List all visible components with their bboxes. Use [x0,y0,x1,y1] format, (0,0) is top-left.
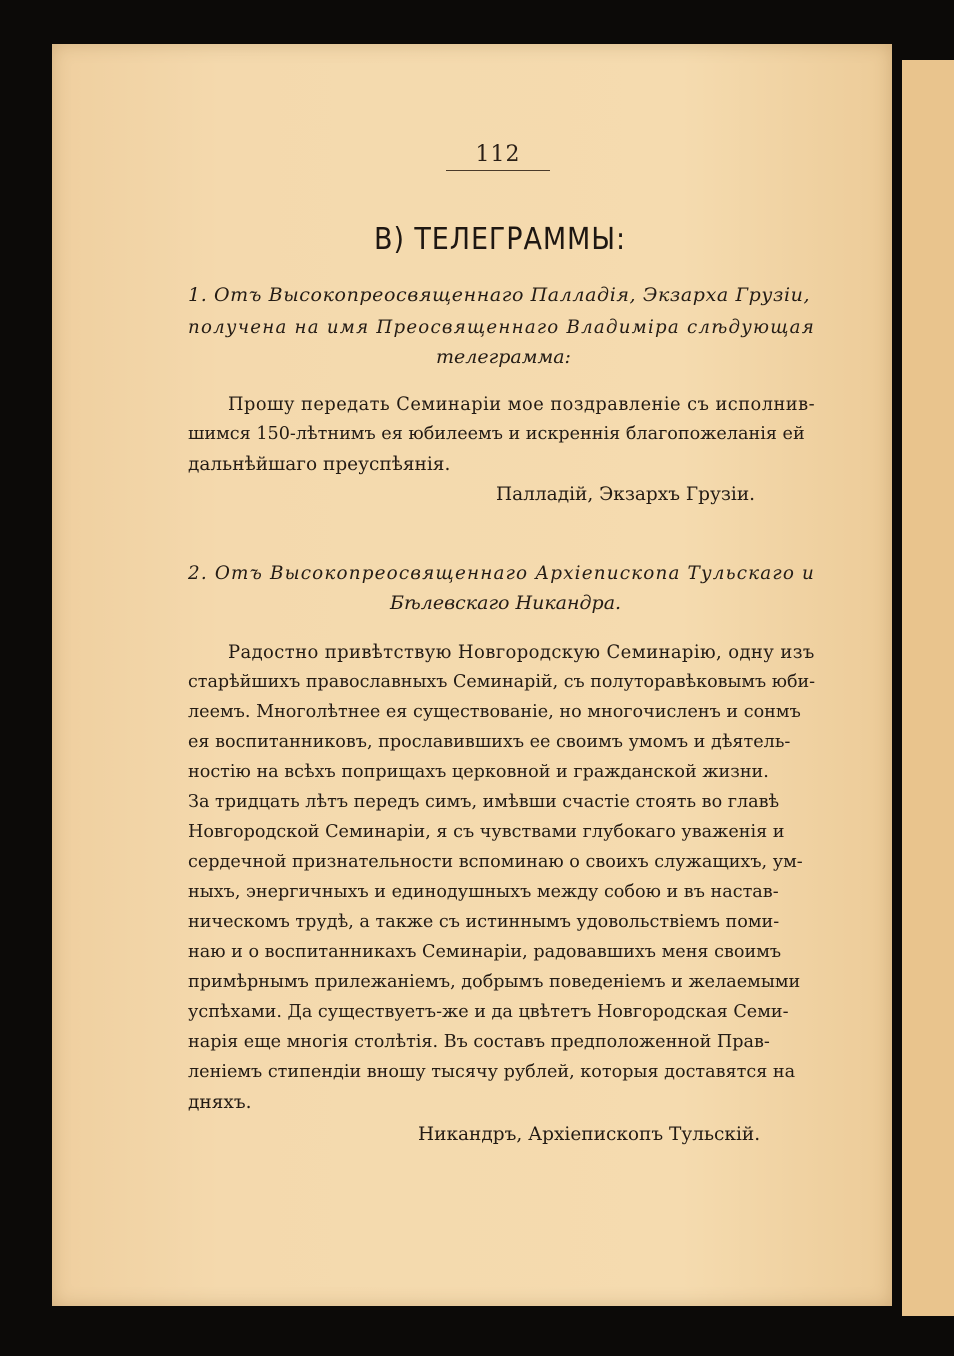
telegram1-signature: Палладій, Экзархъ Грузіи. [496,484,756,505]
page-number: 112 [475,142,521,167]
telegram2-body-line: примѣрнымъ прилежаніемъ, добрымъ поведеніемъ и желаемыми [188,972,801,992]
telegram2-body-line: дняхъ. [188,1092,252,1113]
telegram2-body-line: леемъ. Многолѣтнее ея существованіе, но многочисленъ и сонмъ [188,702,801,722]
telegram2-body-line: успѣхами. Да существуетъ-же и да цвѣтетъ Новгородская Семи- [188,1002,789,1022]
telegram2-body-line: ныхъ, энергичныхъ и единодушныхъ между собою и въ настав- [188,882,779,902]
telegram2-intro-line: 2. Отъ Высокопреосвященнаго Архіепископа Тульскаго и [188,562,816,584]
telegram2-body-line: леніемъ стипендіи вношу тысячу рублей, которыя доставятся на [188,1062,796,1082]
telegram2-body-line: нарія еще многія столѣтія. Въ составъ предположенной Прав- [188,1032,770,1052]
telegram1-body-line: дальнѣйшаго преуспѣянія. [188,454,451,475]
telegram2-body-line: Новгородской Семинаріи, я съ чувствами глубокаго уваженія и [188,822,785,842]
telegram1-body-line: шимся 150-лѣтнимъ ея юбилеемъ и искреннія благопожеланія ей [188,424,805,444]
telegram1-intro-line: телеграмма: [436,346,571,368]
telegram1-intro-line: 1. Отъ Высокопреосвященнаго Палладія, Экзарха Грузіи, [188,284,811,306]
telegram2-body-line: Радостно привѣтствую Новгородскую Семинарію, одну изъ [228,642,815,663]
telegram2-body-line: ея воспитанниковъ, прославившихъ ее своимъ умомъ и дѣятель- [188,732,791,752]
section-heading: В) ТЕЛЕГРАММЫ: [374,222,626,257]
adjacent-page-edge [902,60,954,1316]
telegram2-intro-line: Бѣлевскаго Никандра. [390,592,622,614]
page-number-rule [446,170,550,171]
telegram1-body-line: Прошу передать Семинаріи мое поздравленіе съ исполнив- [228,394,816,415]
telegram2-body-line: За тридцать лѣтъ передъ симъ, имѣвши счастіе стоять во главѣ [188,792,780,812]
telegram2-body-line: старѣйшихъ православныхъ Семинарій, съ полуторавѣковымъ юби- [188,672,816,692]
telegram2-body-line: наю и о воспитанникахъ Семинаріи, радовавшихъ меня своимъ [188,942,782,962]
telegram2-signature: Никандръ, Архіепископъ Тульскій. [418,1124,761,1145]
telegram2-body-line: ностію на всѣхъ поприщахъ церковной и гражданской жизни. [188,762,769,782]
telegram2-body-line: сердечной признательности вспоминаю о своихъ служащихъ, ум- [188,852,803,872]
telegram1-intro-line: получена на имя Преосвященнаго Владиміра слѣдующая [188,316,816,338]
telegram2-body-line: ническомъ трудѣ, а также съ истиннымъ удовольствіемъ поми- [188,912,780,932]
